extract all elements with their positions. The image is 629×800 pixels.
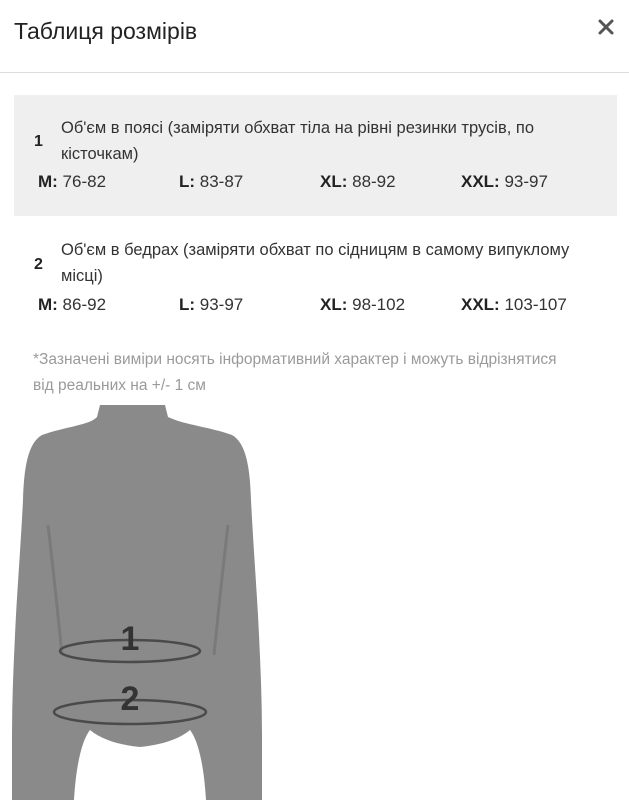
torso-silhouette	[12, 405, 262, 800]
close-icon[interactable]	[595, 16, 617, 38]
measurement-number: 1	[34, 133, 43, 150]
disclaimer-note: *Зазначені виміри носять інформативний характер і можуть відрізнятися від реальних на +/- 1 см	[33, 351, 557, 394]
size-value: 88-92	[347, 172, 396, 191]
size-value: 98-102	[347, 295, 406, 314]
size-m	[38, 295, 106, 315]
modal-header	[0, 0, 629, 73]
size-label: L:	[179, 172, 196, 191]
size-label: M:	[38, 172, 58, 191]
size-value: 93-97	[195, 295, 244, 314]
size-m	[38, 172, 106, 192]
modal-title: Таблиця розмірів	[14, 18, 198, 44]
size-value: 86-92	[57, 295, 107, 314]
size-xl	[320, 295, 405, 315]
size-label: M:	[38, 295, 58, 314]
size-value: 93-97	[499, 172, 548, 191]
size-label: XXL:	[461, 295, 500, 314]
measurement-description: Об'єм в поясі (заміряти обхват тіла на рівні резинки трусів, по кісточкам)	[61, 119, 535, 163]
size-value: 76-82	[57, 172, 107, 191]
size-xxl	[461, 295, 567, 315]
size-value: 83-87	[195, 172, 244, 191]
size-l	[179, 295, 243, 315]
size-label: XL:	[320, 295, 348, 314]
waist-label: 1	[120, 620, 140, 658]
size-xl	[320, 172, 396, 192]
size-l	[179, 172, 243, 192]
size-label: L:	[179, 295, 196, 314]
measurement-description: Об'єм в бедрах (заміряти обхват по сідницям в самому випуклому місці)	[61, 241, 570, 285]
size-value: 103-107	[499, 295, 567, 314]
size-xxl	[461, 172, 548, 192]
measurement-row-waist	[14, 95, 617, 216]
size-label: XL:	[320, 172, 348, 191]
hips-label: 2	[120, 680, 140, 718]
body-measurement-figure	[0, 405, 280, 800]
size-label: XXL:	[461, 172, 500, 191]
measurement-number: 2	[34, 256, 43, 273]
measurement-row-hips	[14, 228, 617, 328]
